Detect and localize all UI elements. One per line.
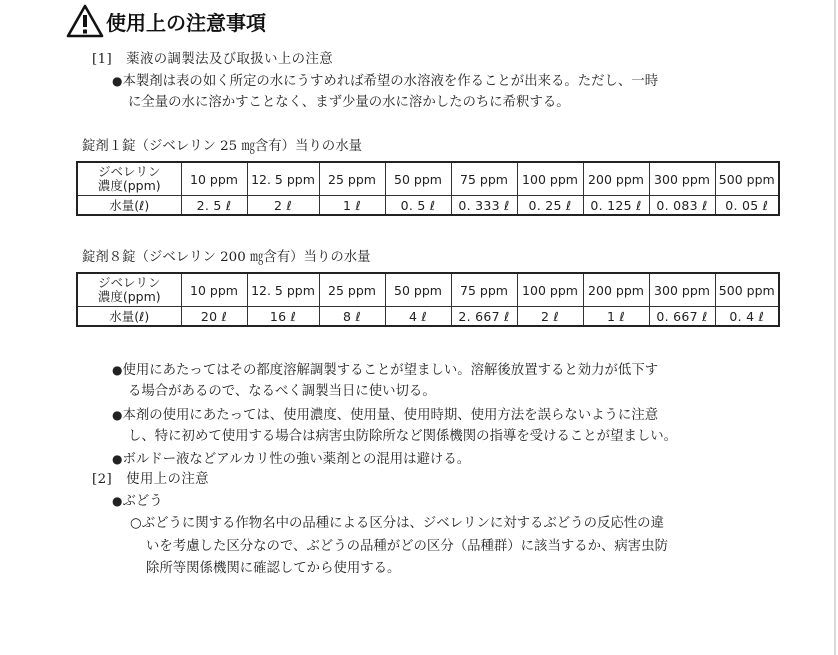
bullet-3-text-1: ボルドー液などアルカリ性の強い薬剤との混用は避ける。 bbox=[122, 452, 471, 467]
section-2-number: [2] bbox=[92, 472, 113, 487]
circle-marker: ○ bbox=[130, 516, 142, 531]
bullet-1-line-2: る場合があるので、なるべく調製当日に使い切る。 bbox=[128, 384, 436, 399]
water-volume-cell: 2 ℓ bbox=[247, 196, 319, 216]
water-volume-header-cell: 水量(ℓ) bbox=[77, 196, 181, 216]
concentration-header-cell bbox=[77, 273, 181, 307]
bullet-marker: ● bbox=[112, 408, 123, 422]
water-volume-cell: 2. 667 ℓ bbox=[451, 307, 517, 327]
water-volume-cell: 0. 333 ℓ bbox=[451, 196, 517, 216]
water-volume-cell: 4 ℓ bbox=[385, 307, 451, 327]
concentration-cell: 50 ppm bbox=[385, 162, 451, 196]
water-volume-row bbox=[77, 307, 779, 327]
bullet-3-line-1 bbox=[112, 449, 470, 470]
table-1-caption: 錠剤１錠（ジベレリン 25 ㎎含有）当りの水量 bbox=[82, 139, 362, 154]
grape-note-line-3: 除所等関係機関に確認してから使用する。 bbox=[146, 561, 401, 576]
concentration-cell: 75 ppm bbox=[451, 162, 517, 196]
water-volume-cell: 8 ℓ bbox=[319, 307, 385, 327]
concentration-cell: 12. 5 ppm bbox=[247, 273, 319, 307]
page-header bbox=[66, 4, 266, 38]
water-volume-cell: 1 ℓ bbox=[583, 307, 649, 327]
page-edge-divider bbox=[834, 0, 836, 655]
concentration-row bbox=[77, 273, 779, 307]
concentration-cell: 50 ppm bbox=[385, 273, 451, 307]
page-title: 使用上の注意事項 bbox=[106, 10, 266, 35]
section-2-title: 使用上の注意 bbox=[126, 472, 209, 487]
bullet-2-line-1 bbox=[112, 405, 658, 426]
water-volume-header-cell: 水量(ℓ) bbox=[77, 307, 181, 327]
water-volume-cell: 0. 05 ℓ bbox=[715, 196, 779, 216]
water-volume-cell: 1 ℓ bbox=[319, 196, 385, 216]
grape-note-text-1: ぶどうに関する作物名中の品種による区分は、ジベレリンに対するぶどうの反応性の違 bbox=[141, 516, 664, 531]
section-1-title: 薬液の調製法及び取扱い上の注意 bbox=[126, 52, 334, 67]
water-volume-cell: 20 ℓ bbox=[181, 307, 247, 327]
concentration-cell: 300 ppm bbox=[649, 273, 715, 307]
warning-triangle-icon bbox=[66, 4, 104, 38]
table-2-caption: 錠剤８錠（ジベレリン 200 ㎎含有）当りの水量 bbox=[82, 250, 371, 265]
section-1-paragraph-line-2: に全量の水に溶かすことなく、まず少量の水に溶かしたのちに希釈する。 bbox=[128, 95, 570, 110]
grape-subheading-text: ぶどう bbox=[122, 494, 163, 509]
concentration-header-line-1: ジベレリン bbox=[97, 164, 161, 179]
water-volume-table-2 bbox=[76, 272, 780, 327]
water-volume-cell: 2 ℓ bbox=[517, 307, 583, 327]
concentration-cell: 10 ppm bbox=[181, 273, 247, 307]
water-volume-table-1 bbox=[76, 161, 780, 216]
section-1-paragraph-text-1: 本製剤は表の如く所定の水にうすめれば希望の水溶液を作ることが出来る。ただし、一時 bbox=[122, 74, 659, 89]
water-volume-cell: 16 ℓ bbox=[247, 307, 319, 327]
concentration-cell: 300 ppm bbox=[649, 162, 715, 196]
concentration-cell: 200 ppm bbox=[583, 162, 649, 196]
bullet-2-text-1: 本剤の使用にあたっては、使用濃度、使用量、使用時期、使用方法を誤らないように注意 bbox=[122, 408, 659, 423]
water-volume-cell: 2. 5 ℓ bbox=[181, 196, 247, 216]
concentration-cell: 10 ppm bbox=[181, 162, 247, 196]
water-volume-row bbox=[77, 196, 779, 216]
concentration-cell: 100 ppm bbox=[517, 162, 583, 196]
bullet-marker: ● bbox=[112, 363, 123, 377]
concentration-cell: 500 ppm bbox=[715, 273, 779, 307]
bullet-marker: ● bbox=[112, 494, 123, 508]
water-volume-cell: 0. 5 ℓ bbox=[385, 196, 451, 216]
concentration-row bbox=[77, 162, 779, 196]
concentration-cell: 75 ppm bbox=[451, 273, 517, 307]
concentration-cell: 500 ppm bbox=[715, 162, 779, 196]
water-volume-cell: 0. 25 ℓ bbox=[517, 196, 583, 216]
concentration-cell: 25 ppm bbox=[319, 273, 385, 307]
concentration-header-line-2: 濃度(ppm) bbox=[97, 289, 161, 304]
bullet-marker: ● bbox=[112, 452, 123, 466]
concentration-cell: 200 ppm bbox=[583, 273, 649, 307]
concentration-header-cell bbox=[77, 162, 181, 196]
water-volume-cell: 0. 667 ℓ bbox=[649, 307, 715, 327]
concentration-header-line-1: ジベレリン bbox=[97, 275, 161, 290]
bullet-1-text-1: 使用にあたってはその都度溶解調製することが望ましい。溶解後放置すると効力が低下す bbox=[122, 363, 659, 378]
concentration-cell: 12. 5 ppm bbox=[247, 162, 319, 196]
water-volume-cell: 0. 4 ℓ bbox=[715, 307, 779, 327]
bullet-2-line-2: し、特に初めて使用する場合は病害虫防除所など関係機関の指導を受けることが望ましい。 bbox=[128, 429, 678, 444]
concentration-cell: 100 ppm bbox=[517, 273, 583, 307]
concentration-cell: 25 ppm bbox=[319, 162, 385, 196]
bullet-marker: ● bbox=[112, 74, 123, 88]
water-volume-cell: 0. 125 ℓ bbox=[583, 196, 649, 216]
water-volume-cell: 0. 083 ℓ bbox=[649, 196, 715, 216]
section-1-heading bbox=[92, 50, 333, 70]
section-1-number: [1] bbox=[92, 52, 113, 67]
bullet-1-line-1 bbox=[112, 360, 658, 381]
concentration-header-line-2: 濃度(ppm) bbox=[97, 178, 161, 193]
grape-note-line-2: いを考慮した区分なので、ぶどうの品種がどの区分（品種群）に該当するか、病害虫防 bbox=[146, 539, 668, 554]
grape-subheading bbox=[112, 491, 163, 512]
section-1-paragraph-line-1 bbox=[112, 71, 658, 92]
section-2-heading bbox=[92, 470, 209, 490]
grape-note-line-1 bbox=[130, 514, 664, 534]
